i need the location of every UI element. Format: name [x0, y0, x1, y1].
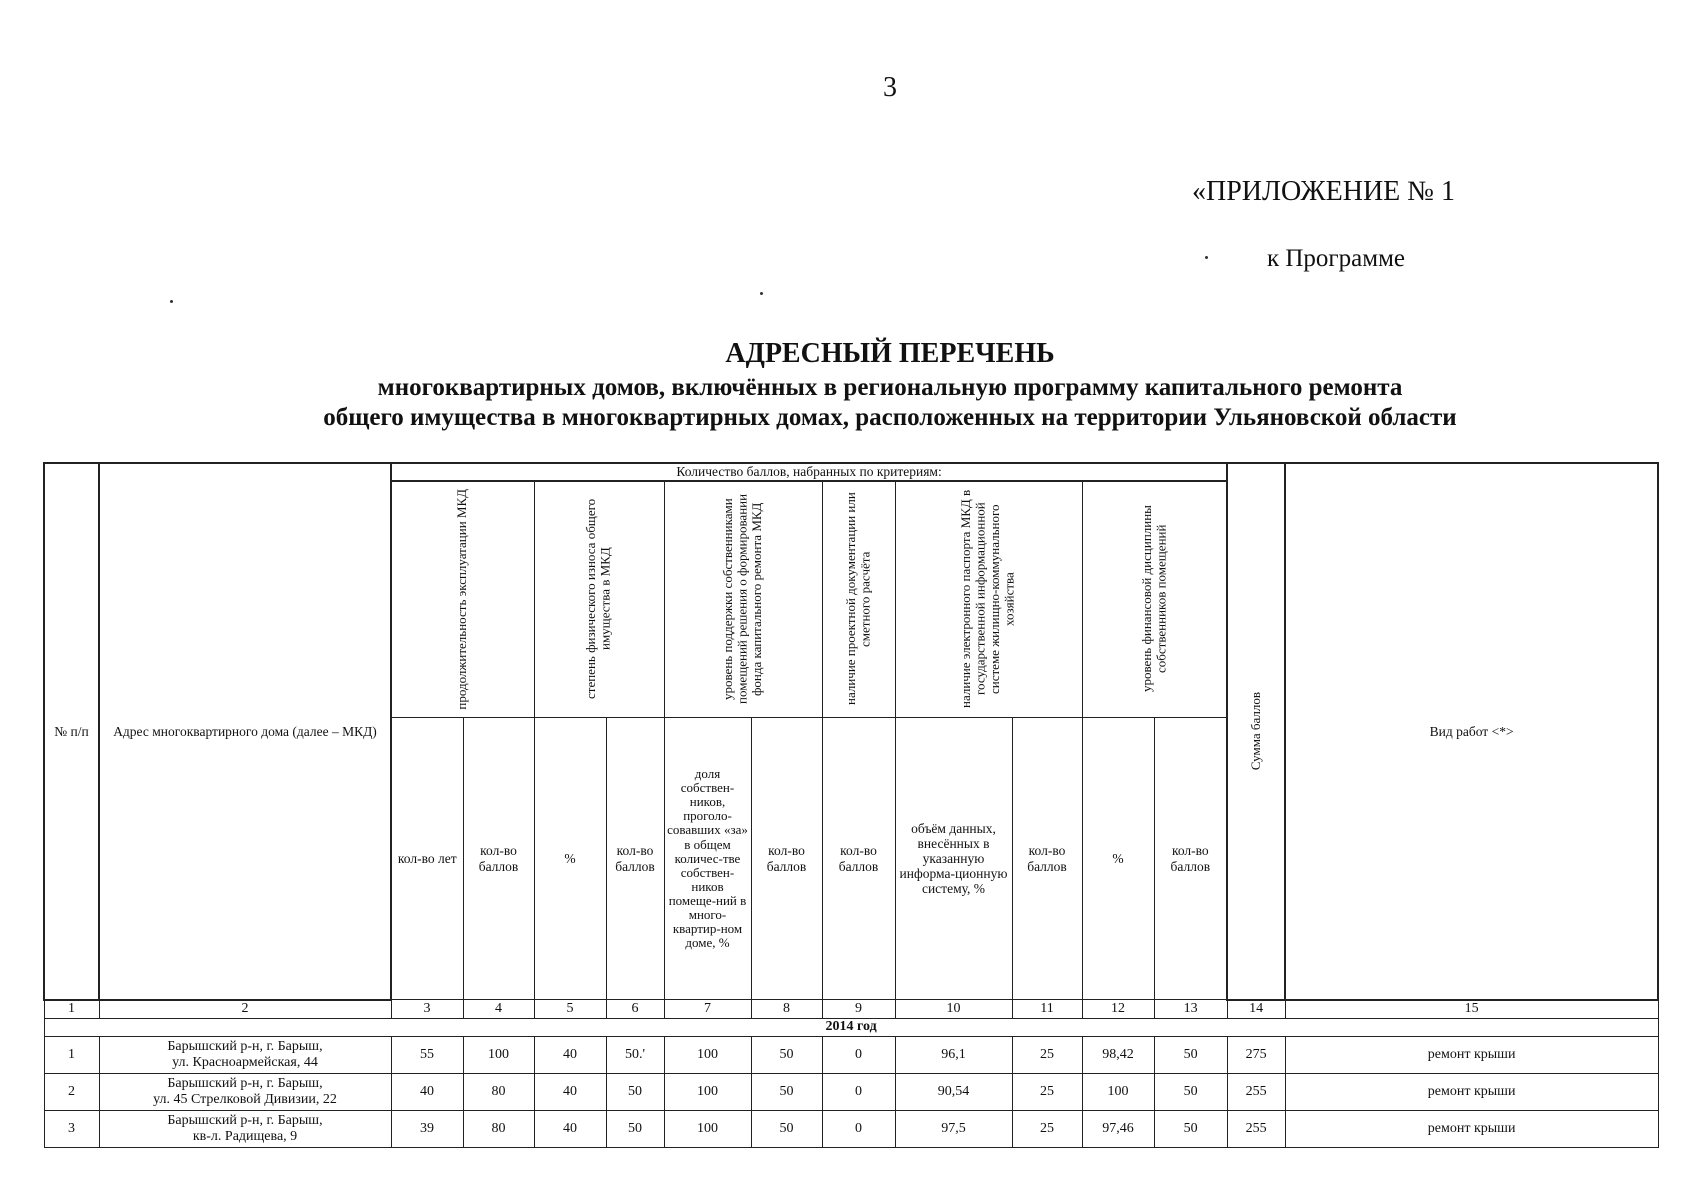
- subheader-points: кол-во баллов: [1154, 717, 1227, 999]
- document-subtitle-line1: многоквартирных домов, включённых в региональную программу капитального ремонта: [377, 374, 1403, 401]
- cell-points: 0: [822, 1073, 895, 1110]
- column-number: 8: [751, 1000, 822, 1019]
- row-number: 1: [44, 1036, 99, 1073]
- criterion-owner-support: уровень поддержки собственниками помещений решения о формировании фонда капитального ремонта МКД: [664, 481, 822, 717]
- cell-years: 55: [391, 1036, 463, 1073]
- column-number: 9: [822, 1000, 895, 1019]
- cell-points: 80: [463, 1110, 534, 1147]
- subheader-owners-share: доля собствен-ников, проголо-совавших «за» в общем количес-тве собствен-ников помеще-ний в много-квартир-ном доме, %: [664, 717, 751, 999]
- criterion-electronic-passport: наличие электронного паспорта МКД в государственной информационной системе жилищно-коммунального хозяйства: [895, 481, 1082, 717]
- subheader-points: кол-во баллов: [751, 717, 822, 999]
- cell-points: 50: [1154, 1110, 1227, 1147]
- header-number: № п/п: [44, 463, 99, 1000]
- cell-points: 50.': [606, 1036, 664, 1073]
- column-number: 4: [463, 1000, 534, 1019]
- cell-work-type: ремонт крыши: [1285, 1073, 1658, 1110]
- cell-percent: 97,46: [1082, 1110, 1154, 1147]
- cell-years: 40: [391, 1073, 463, 1110]
- cell-data-volume: 97,5: [895, 1110, 1012, 1147]
- table-row: [44, 1110, 1658, 1147]
- cell-percent: 40: [534, 1073, 606, 1110]
- criterion-service-life: продолжительность эксплуатации МКД: [391, 481, 534, 717]
- criterion-physical-wear: степень физического износа общего имущества в МКД: [534, 481, 664, 717]
- subheader-points: кол-во баллов: [606, 717, 664, 999]
- column-number: 15: [1285, 1000, 1658, 1019]
- column-number: 5: [534, 1000, 606, 1019]
- column-number: 11: [1012, 1000, 1082, 1019]
- column-number-row: [44, 1000, 1658, 1019]
- header-sum: Сумма баллов: [1227, 463, 1285, 1000]
- address-list-table: [43, 462, 1659, 1148]
- cell-work-type: ремонт крыши: [1285, 1110, 1658, 1147]
- row-number: 3: [44, 1110, 99, 1147]
- column-number: 3: [391, 1000, 463, 1019]
- cell-points: 100: [463, 1036, 534, 1073]
- cell-sum: 275: [1227, 1036, 1285, 1073]
- cell-owners-share: 100: [664, 1073, 751, 1110]
- cell-work-type: ремонт крыши: [1285, 1036, 1658, 1073]
- column-number: 14: [1227, 1000, 1285, 1019]
- cell-points: 25: [1012, 1110, 1082, 1147]
- header-criteria: Количество баллов, набранных по критериям:: [391, 463, 1227, 481]
- table-row: [44, 1036, 1658, 1073]
- header-work-type: Вид работ <*>: [1285, 463, 1658, 1000]
- cell-points: 50: [606, 1110, 664, 1147]
- cell-points: 25: [1012, 1036, 1082, 1073]
- subheader-data-volume: объём данных, внесённых в указанную информа-ционную систему, %: [895, 717, 1012, 999]
- row-address: Барышский р-н, г. Барыш, кв-л. Радищева, 9: [99, 1110, 391, 1147]
- cell-sum: 255: [1227, 1073, 1285, 1110]
- cell-points: 50: [606, 1073, 664, 1110]
- subheader-points: кол-во баллов: [822, 717, 895, 999]
- document-title: АДРЕСНЫЙ ПЕРЕЧЕНЬ: [725, 338, 1055, 369]
- year-section-row: [44, 1018, 1658, 1036]
- cell-percent: 100: [1082, 1073, 1154, 1110]
- cell-points: 50: [751, 1073, 822, 1110]
- table-row: [44, 1073, 1658, 1110]
- appendix-label: «ПРИЛОЖЕНИЕ № 1: [1192, 176, 1455, 207]
- column-number: 12: [1082, 1000, 1154, 1019]
- scan-speck: [1205, 256, 1208, 259]
- cell-percent: 98,42: [1082, 1036, 1154, 1073]
- cell-points: 50: [1154, 1073, 1227, 1110]
- cell-points: 25: [1012, 1073, 1082, 1110]
- cell-percent: 40: [534, 1110, 606, 1147]
- row-address: Барышский р-н, г. Барыш, ул. Красноармейская, 44: [99, 1036, 391, 1073]
- column-number: 13: [1154, 1000, 1227, 1019]
- subheader-percent: %: [534, 717, 606, 999]
- cell-points: 0: [822, 1036, 895, 1073]
- cell-years: 39: [391, 1110, 463, 1147]
- column-number: 1: [44, 1000, 99, 1019]
- cell-owners-share: 100: [664, 1036, 751, 1073]
- cell-data-volume: 90,54: [895, 1073, 1012, 1110]
- page-number: 3: [883, 72, 897, 103]
- header-address: Адрес многоквартирного дома (далее – МКД): [99, 463, 391, 1000]
- subheader-points: кол-во баллов: [1012, 717, 1082, 999]
- criterion-financial-discipline: уровень финансовой дисциплины собственников помещений: [1082, 481, 1227, 717]
- subheader-points: кол-во баллов: [463, 717, 534, 999]
- column-number: 7: [664, 1000, 751, 1019]
- cell-points: 50: [751, 1036, 822, 1073]
- appendix-subtitle: к Программе: [1266, 245, 1405, 272]
- cell-sum: 255: [1227, 1110, 1285, 1147]
- subheader-years: кол-во лет: [391, 717, 463, 999]
- column-number: 2: [99, 1000, 391, 1019]
- document-subtitle-line2: общего имущества в многоквартирных домах, расположенных на территории Ульяновской области: [323, 404, 1457, 431]
- criterion-project-docs: наличие проектной документации или сметного расчёта: [822, 481, 895, 717]
- row-number: 2: [44, 1073, 99, 1110]
- table-header-row: [44, 463, 1658, 481]
- year-label: 2014 год: [44, 1018, 1658, 1036]
- cell-data-volume: 96,1: [895, 1036, 1012, 1073]
- column-number: 6: [606, 1000, 664, 1019]
- subheader-percent: %: [1082, 717, 1154, 999]
- row-address: Барышский р-н, г. Барыш, ул. 45 Стрелковой Дивизии, 22: [99, 1073, 391, 1110]
- cell-points: 0: [822, 1110, 895, 1147]
- cell-points: 50: [1154, 1036, 1227, 1073]
- scan-speck: [760, 292, 763, 295]
- scan-speck: [170, 300, 173, 303]
- cell-points: 50: [751, 1110, 822, 1147]
- cell-owners-share: 100: [664, 1110, 751, 1147]
- cell-points: 80: [463, 1073, 534, 1110]
- column-number: 10: [895, 1000, 1012, 1019]
- cell-percent: 40: [534, 1036, 606, 1073]
